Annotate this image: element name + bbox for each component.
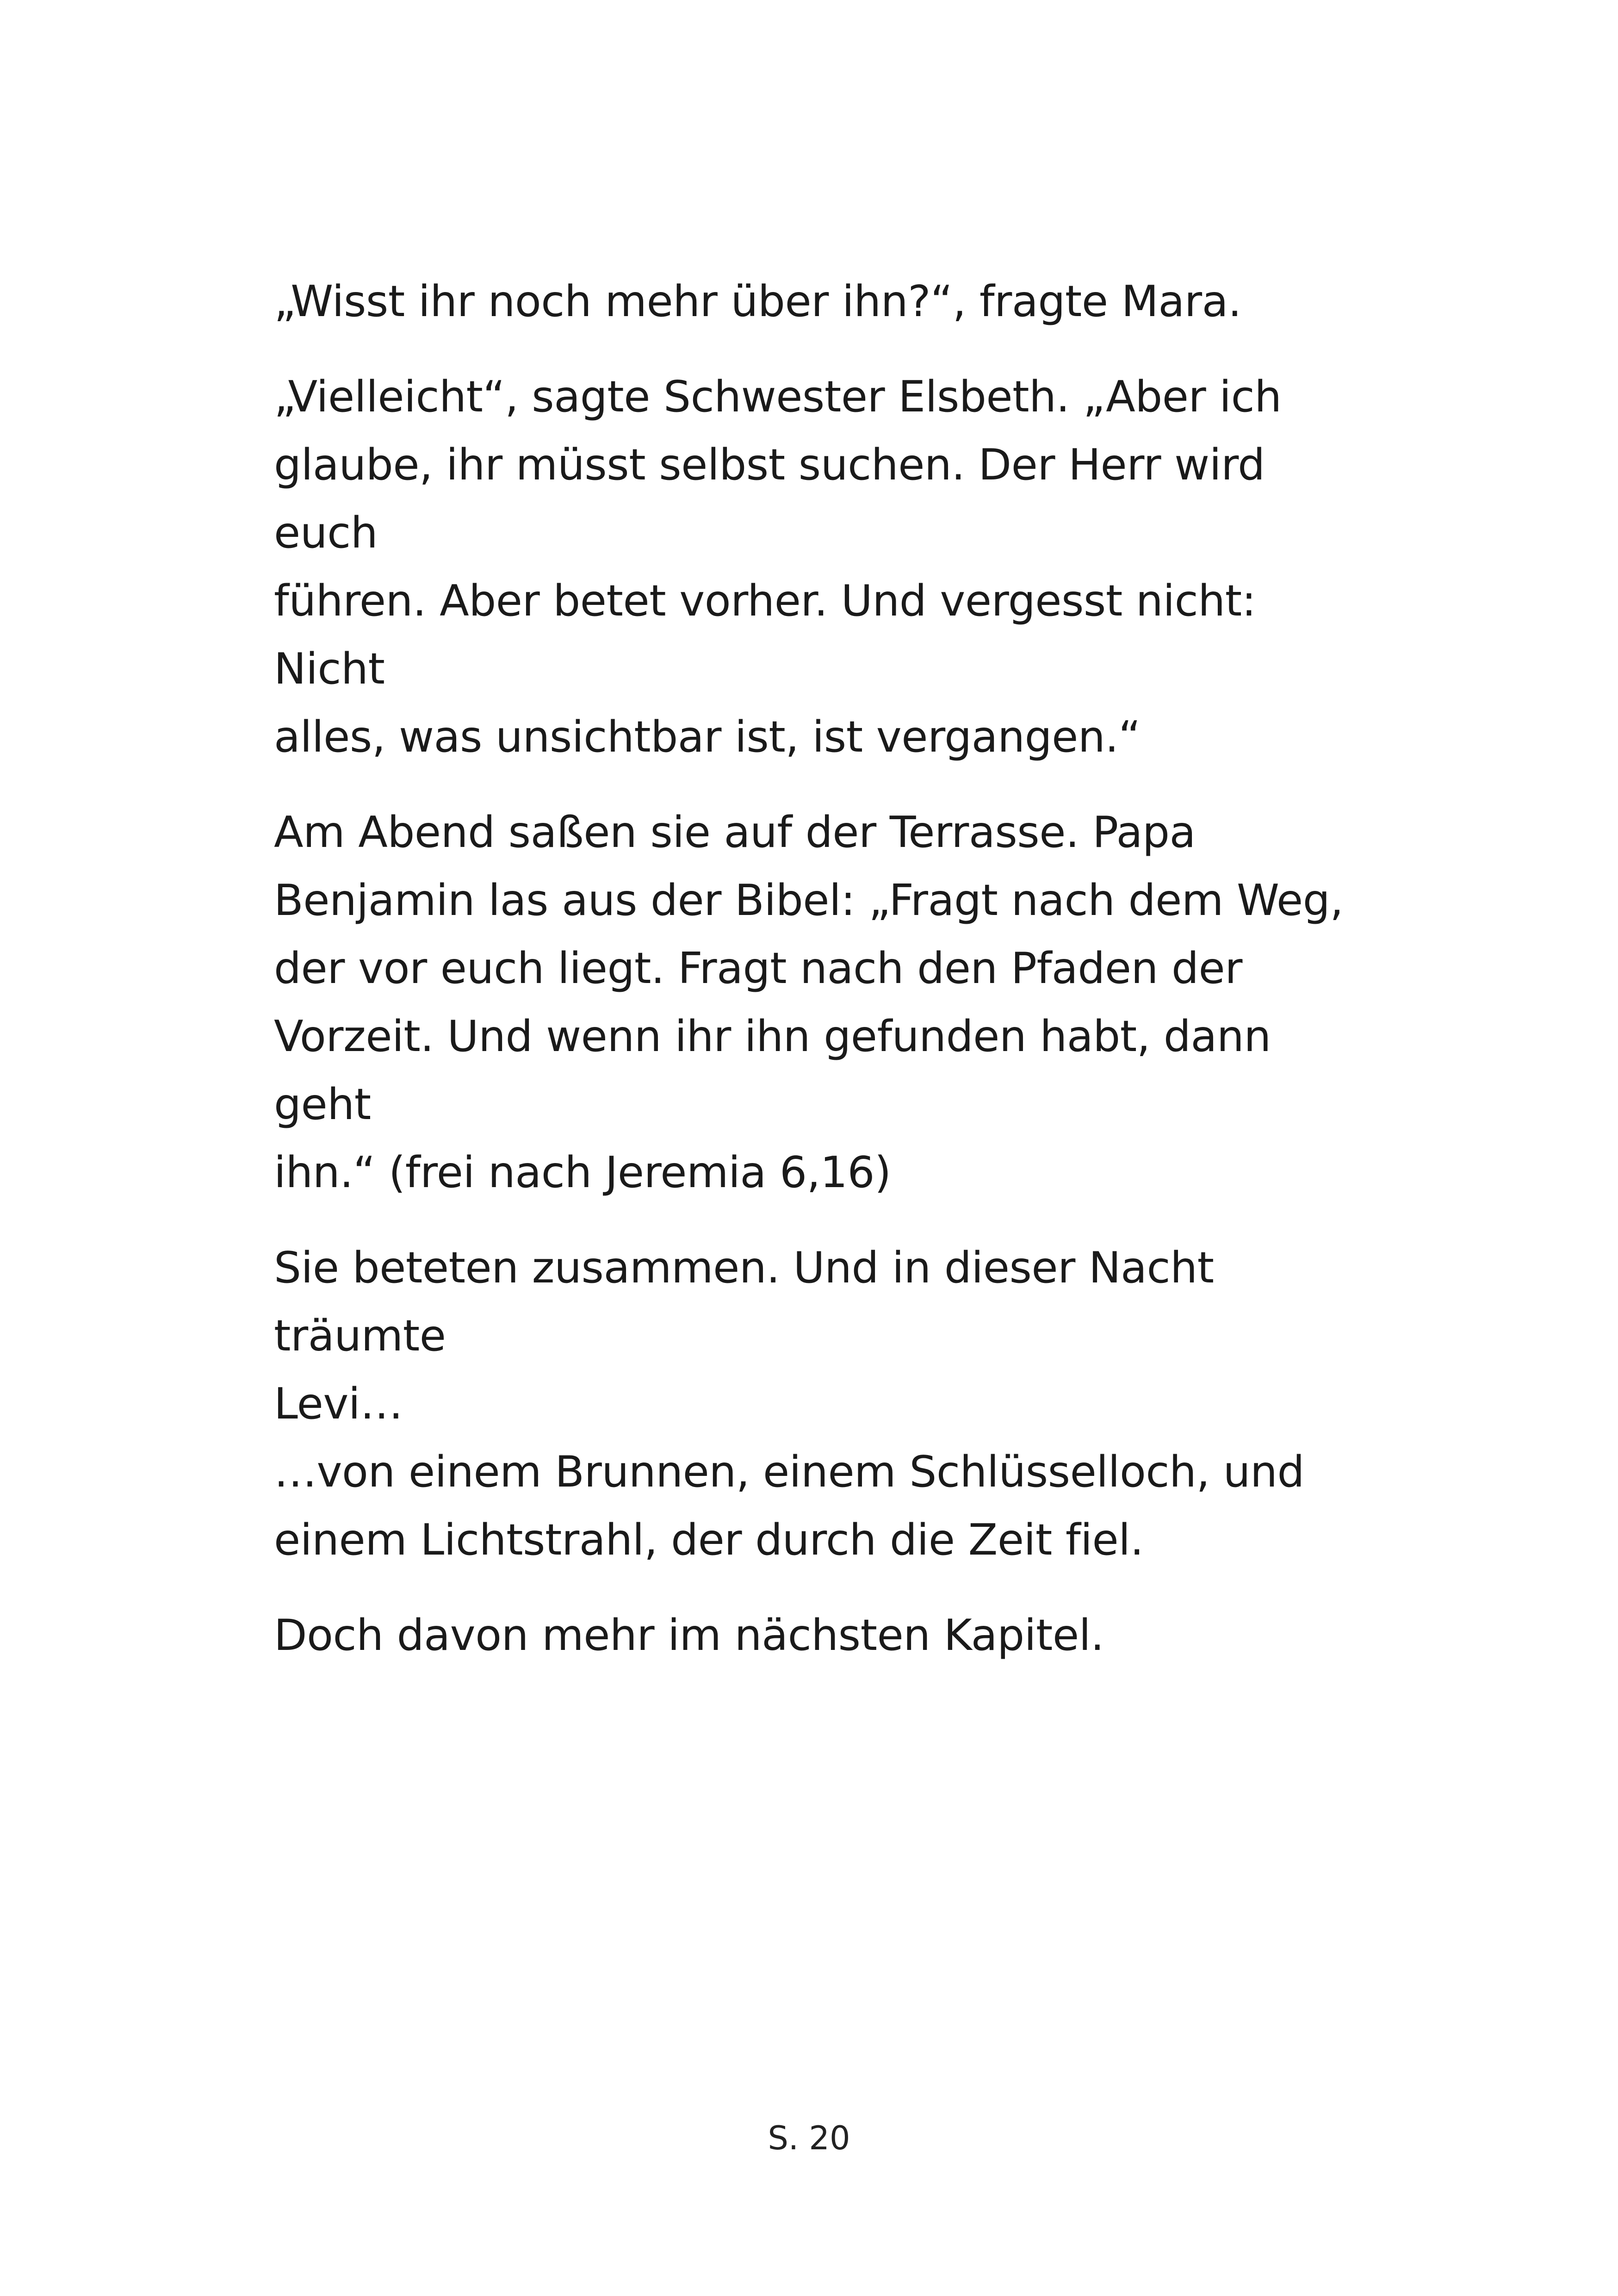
paragraph-levi-dream: Sie beteten zusammen. Und in dieser Nacht träumte Levi… …von einem Brunnen, einem Schlüsselloch, und einem Lichtstrahl, der durch die Zeit fiel. [274, 1243, 1305, 1565]
page-number: S. 20 [768, 2119, 850, 2157]
paragraph-terrace-evening: Am Abend saßen sie auf der Terrasse. Papa Benjamin las aus der Bibel: „Fragt nach dem Weg, der vor euch liegt. Fragt nach den Pfaden der Vorzeit. Und wenn ihr ihn gefunden habt, dann geht ihn.“ (frei nach Jeremia 6,16) [274, 807, 1344, 1197]
paragraph-mara-question: „Wisst ihr noch mehr über ihn?“, fragte Mara. [274, 276, 1242, 326]
body-text [274, 268, 1352, 1669]
paragraph-elsbeth-answer: „Vielleicht“, sagte Schwester Elsbeth. „Aber ich glaube, ihr müsst selbst suchen. Der Herr wird euch führen. Aber betet vorher. Und vergesst nicht: Nicht alles, was unsichtbar ist, ist vergangen.“ [274, 372, 1282, 762]
paragraph-next-chapter: Doch davon mehr im nächsten Kapitel. [274, 1610, 1104, 1660]
